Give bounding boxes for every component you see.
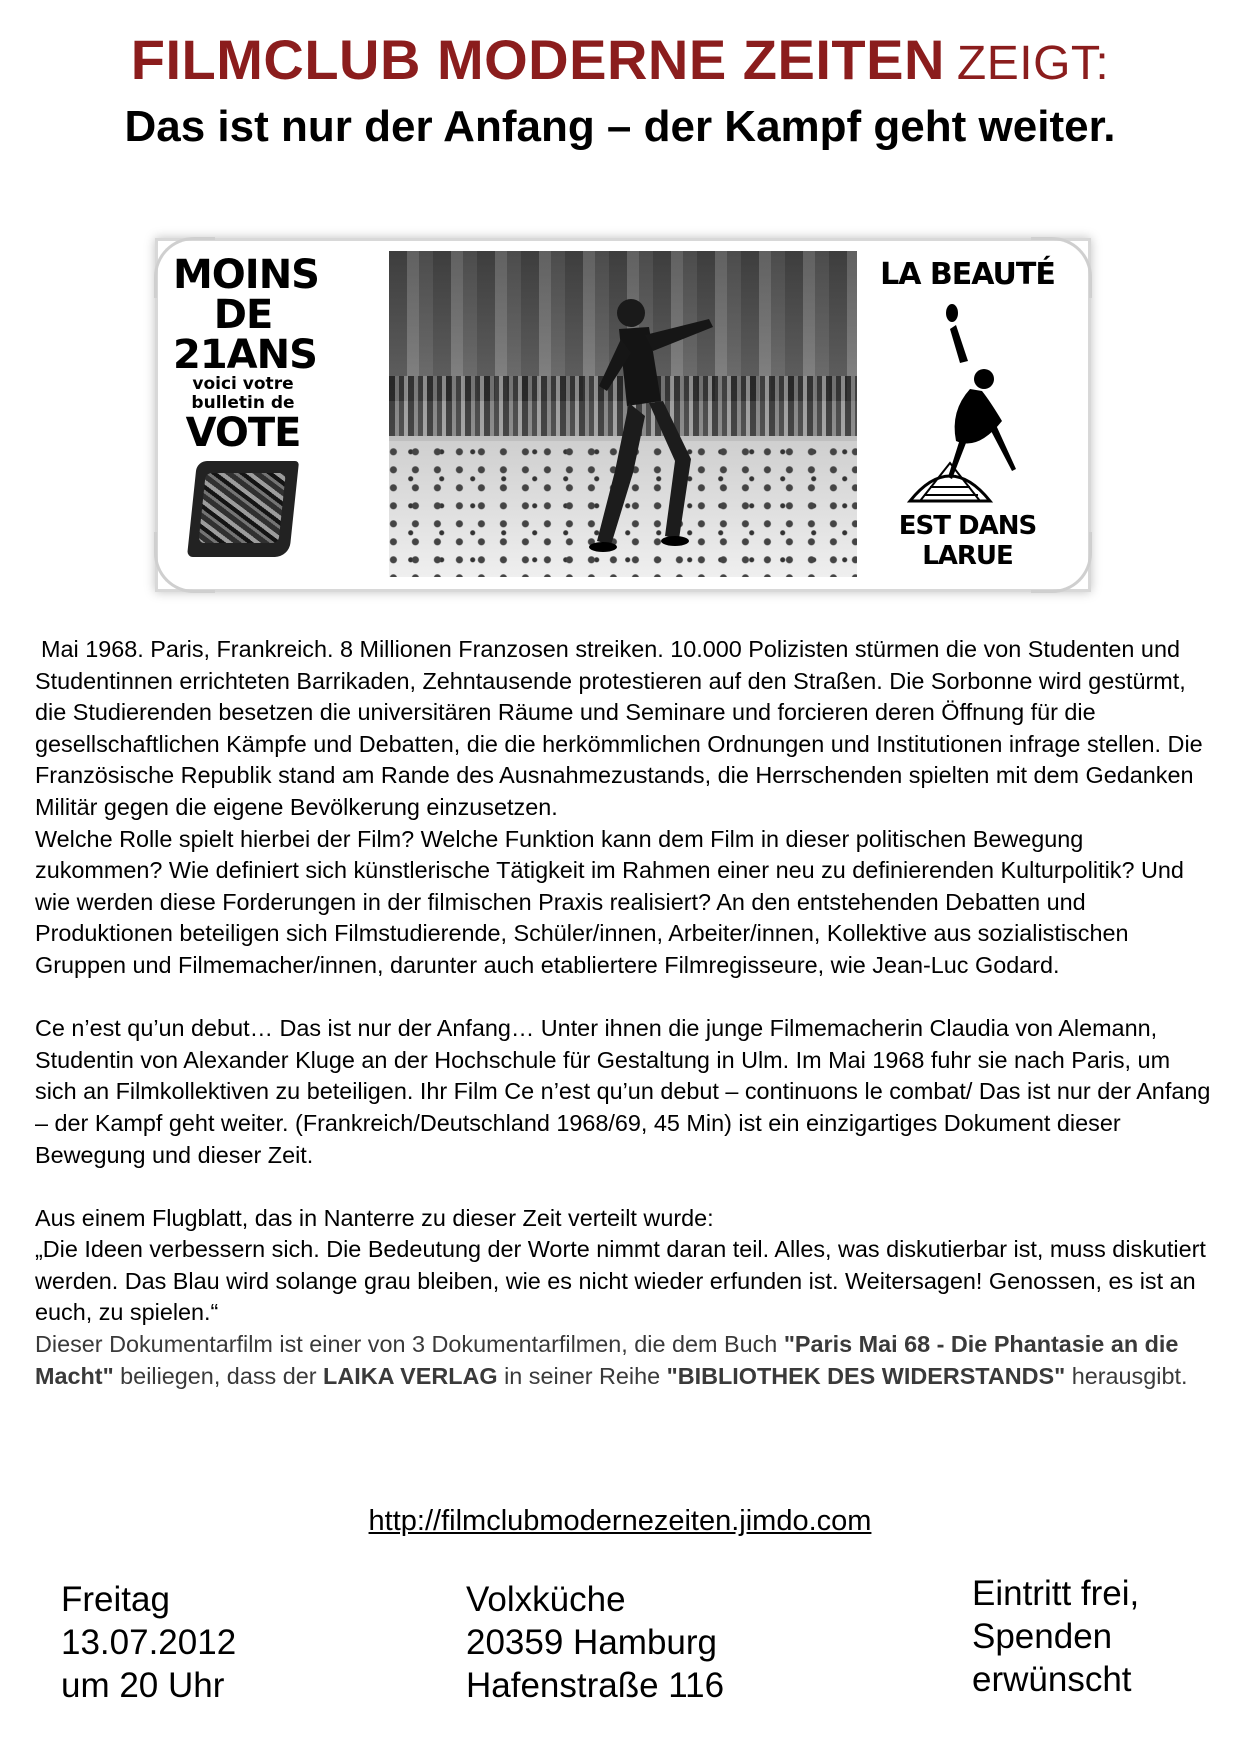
- book-title: "Paris Mai 68 - Die Phantasie an die Macht": [35, 1331, 1179, 1389]
- poster-line: 21ANS: [173, 332, 317, 378]
- stone-thrower-figure: [579, 291, 729, 561]
- book-note-text: Dieser Dokumentarfilm ist einer von 3 Dokumentarfilmen, die dem Buch: [35, 1331, 784, 1358]
- event-date-line: 13.07.2012: [61, 1623, 237, 1662]
- page-subtitle: Das ist nur der Anfang – der Kampf geht weiter.: [124, 102, 1116, 151]
- event-location-line: 20359 Hamburg: [466, 1623, 717, 1662]
- event-entry: [972, 1572, 1139, 1701]
- book-note-text: beiliegen, dass der: [113, 1362, 324, 1389]
- protest-photo: [389, 251, 857, 577]
- paragraph: Ce n’est qu’un debut… Das ist nur der Anfang… Unter ihnen die junge Filmemacherin Claudia von Alemann, Studentin von Alexander Kluge an der Hochschule für Gestaltung in Ulm. Im Mai 1968 fuhr sie nach Paris, um sich an Filmkollektiven zu beteiligen. Ihr Film Ce n’est qu’un debut – continuons le combat/ Das ist nur der Anfang – der Kampf geht weiter. (Frankreich/Deutschland 1968/69, 45 Min) ist ein einzigartiges Dokument dieser Bewegung und dieser Zeit.: [35, 1015, 1211, 1168]
- cobblestone-image: [187, 461, 299, 557]
- website-link[interactable]: http://filmclubmodernezeiten.jimdo.com: [368, 1505, 872, 1537]
- poster-line: VOTE: [185, 410, 301, 456]
- event-date: [61, 1578, 236, 1707]
- event-entry-line: erwünscht: [972, 1660, 1132, 1699]
- event-entry-line: Eintritt frei,: [972, 1574, 1140, 1613]
- event-entry-line: Spenden: [972, 1617, 1113, 1656]
- publisher-name: LAIKA VERLAG: [323, 1362, 498, 1389]
- page-title: [0, 28, 1240, 96]
- article-body: [35, 634, 1215, 1392]
- image-banner: [155, 238, 1091, 592]
- poster-line: voici votre: [192, 374, 294, 394]
- quote-paragraph: „Die Ideen verbessern sich. Die Bedeutung der Worte nimmt daran teil. Alles, was diskutierbar ist, muss diskutiert werden. Das Blau wird solange grau bleiben, wie es nicht wieder erfunden ist. Weitersagen! Genossen, es ist an euch, zu spielen.“: [35, 1236, 1206, 1326]
- title-zeigt: ZEIGT:: [956, 37, 1110, 90]
- poster-line: MOINS: [173, 252, 319, 298]
- book-note: [35, 1329, 1215, 1392]
- event-location: [466, 1578, 724, 1707]
- book-note-text: in seiner Reihe: [497, 1362, 667, 1389]
- paragraph: Welche Rolle spielt hierbei der Film? Welche Funktion kann dem Film in dieser politischen Bewegung zukommen? Wie definiert sich künstlerische Tätigkeit im Rahmen einer neu zu definierenden Kulturpolitik? Und wie werden diese Forderungen in der filmischen Praxis realisiert? An den entstehenden Debatten und Produktionen beteiligen sich Filmstudierende, Schüler/innen, Arbeiter/innen, Kollektive aus sozialistischen Gruppen und Filmemacher/innen, darunter auch etabliertere Filmregisseure, wie Jean-Luc Godard.: [35, 825, 1184, 978]
- event-location-line: Hafenstraße 116: [466, 1666, 725, 1705]
- book-note-text: herausgibt.: [1065, 1362, 1188, 1389]
- paragraph: Mai 1968. Paris, Frankreich. 8 Millionen Franzosen streiken. 10.000 Polizisten stürmen die von Studenten und Studentinnen errichteten Barrikaden, Zehntausende protestieren auf den Straßen. Die Sorbonne wird gestürmt, die Studierenden besetzen die universitären Räume und Seminare und forcieren deren Öffnung für die gesellschaftlichen Kämpfe und Debatten, die die herkömmlichen Ordnungen und Institutionen infrage stellen. Die Französische Republik stand am Rande des Ausnahmezustands, die Herrschenden spielten mit dem Gedanken Militär gegen die eigene Bevölkerung einzusetzen.: [35, 636, 1203, 820]
- series-name: "BIBLIOTHEK DES WIDERSTANDS": [666, 1362, 1066, 1389]
- title-text: FILMCLUB MODERNE ZEITEN: [130, 28, 945, 91]
- poster-right-top: LA BEAUTÉ: [880, 257, 1055, 292]
- poster-right-bottom: EST DANS LARUE: [898, 511, 1037, 571]
- event-date-line: um 20 Uhr: [61, 1666, 225, 1705]
- header: [0, 28, 1240, 156]
- paragraph: Aus einem Flugblatt, das in Nanterre zu dieser Zeit verteilt wurde:: [35, 1204, 714, 1231]
- poster-moins-de-21-ans: [173, 252, 319, 575]
- poster-la-beaute: [860, 251, 1075, 577]
- poster-line: DE: [213, 292, 273, 338]
- event-date-line: Freitag: [61, 1580, 170, 1619]
- poster-line: bulletin de: [191, 393, 295, 413]
- throwing-woman-figure: [890, 301, 1040, 521]
- event-location-line: Volxküche: [466, 1580, 626, 1619]
